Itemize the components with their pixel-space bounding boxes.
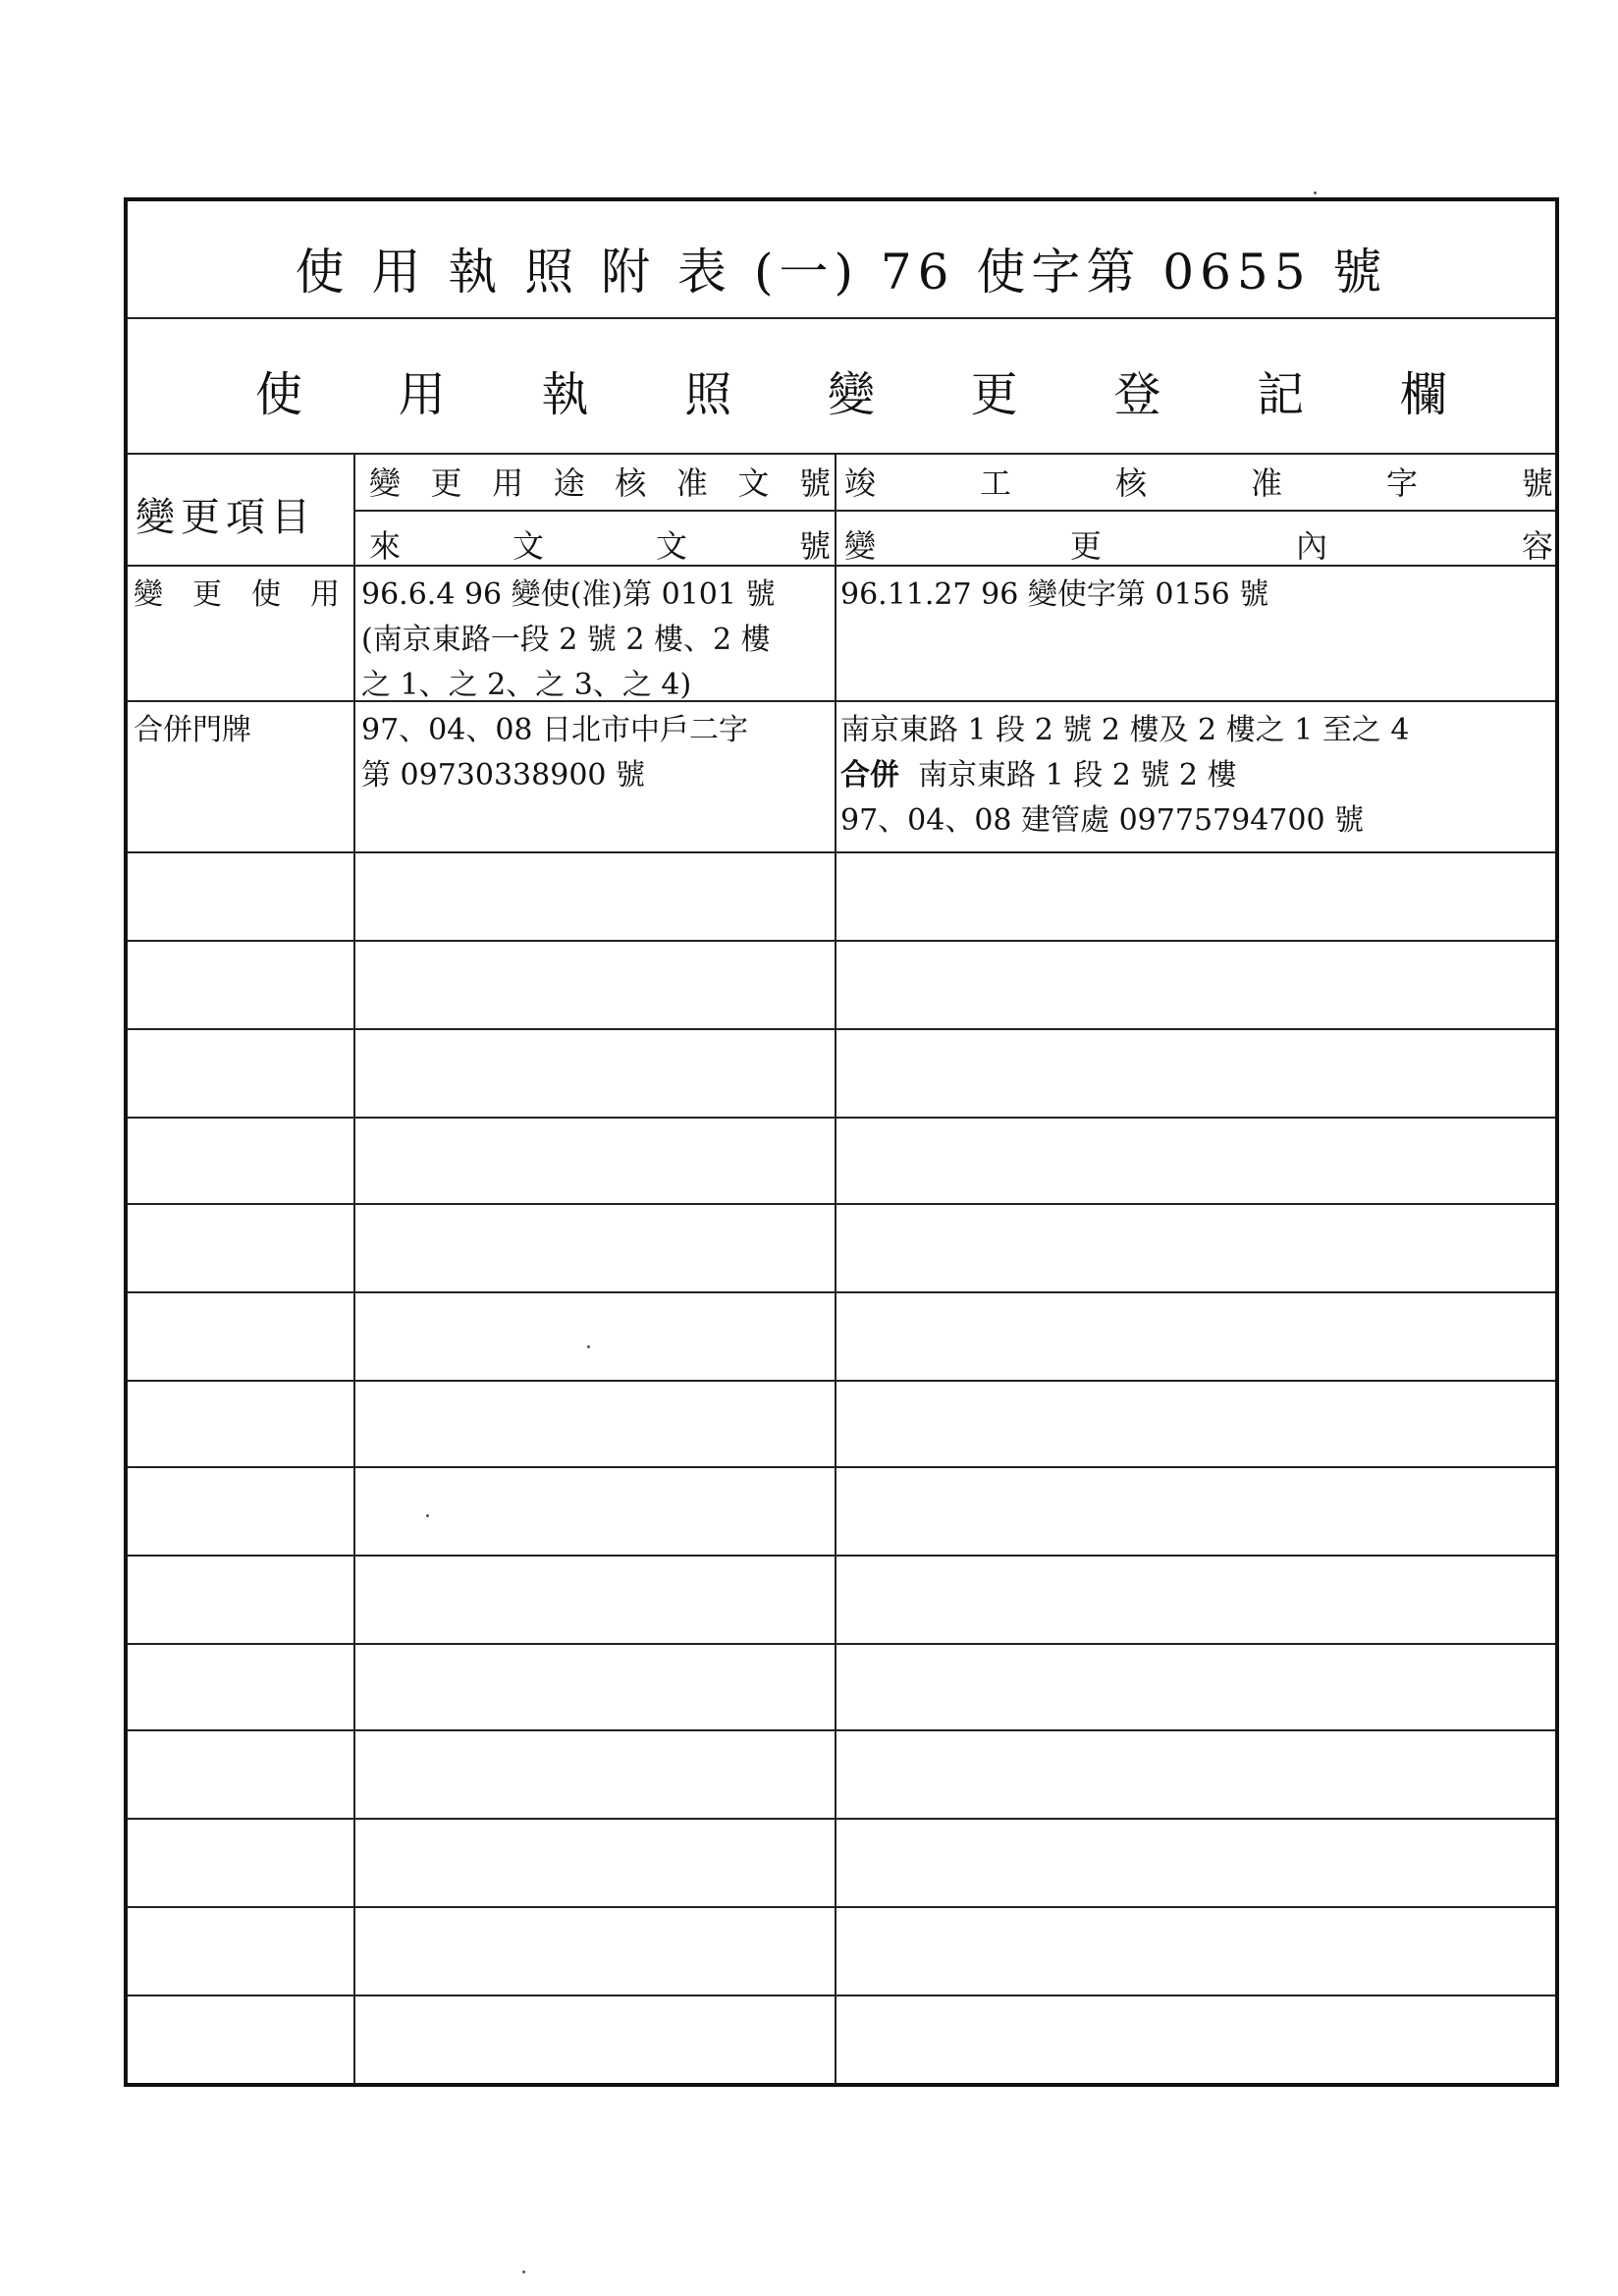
row-doc-line: 之 1、之 2、之 3、之 4) xyxy=(361,668,692,702)
row-content-line: 南京東路 1 段 2 號 2 樓及 2 樓之 1 至之 4 xyxy=(840,713,1410,747)
row-doc-line: (南京東路一段 2 號 2 樓、2 樓 xyxy=(361,623,771,657)
row-doc-line: 第 09730338900 號 xyxy=(361,758,646,793)
scan-speck xyxy=(587,1345,590,1348)
heading-char: 記 xyxy=(1257,367,1305,422)
heading-char: 照 xyxy=(684,367,732,422)
page-title: 使 用 執 照 附 表 (一) 76 使字第 0655 號 xyxy=(295,244,1388,301)
divider xyxy=(128,565,1555,567)
heading-char: 欄 xyxy=(1399,367,1447,422)
heading-char: 使 xyxy=(255,367,303,422)
section-heading xyxy=(255,356,1447,424)
row-item: 變 更 使 用 xyxy=(134,577,340,612)
row-doc-line: 96.6.4 96 變使(准)第 0101 號 xyxy=(361,577,776,612)
divider xyxy=(128,1117,1555,1119)
divider xyxy=(128,453,1555,455)
column-divider xyxy=(835,453,836,2083)
row-content-line: 96.11.27 96 變使字第 0156 號 xyxy=(840,577,1269,612)
license-table xyxy=(124,197,1559,2087)
divider xyxy=(128,1995,1555,1996)
divider xyxy=(128,700,1555,702)
divider xyxy=(355,510,1555,512)
divider xyxy=(128,317,1555,319)
row-content-line: 97、04、08 建管處 09775794700 號 xyxy=(840,803,1365,838)
column-header-approval: 變 更 用 途 核 准 文 號 xyxy=(369,465,831,502)
heading-char: 執 xyxy=(541,367,589,422)
row-doc-line: 97、04、08 日北市中戶二字 xyxy=(361,713,749,747)
column-header-content: 變 更 內 容 xyxy=(844,527,1553,565)
divider xyxy=(128,1818,1555,1820)
divider xyxy=(128,1555,1555,1557)
divider xyxy=(128,1906,1555,1908)
divider xyxy=(128,1643,1555,1645)
divider xyxy=(128,940,1555,942)
divider xyxy=(128,1380,1555,1382)
heading-char: 變 xyxy=(827,367,875,422)
scan-speck xyxy=(1314,191,1317,194)
divider xyxy=(128,1729,1555,1731)
column-divider xyxy=(353,453,355,2083)
divider xyxy=(128,1028,1555,1030)
column-header-item: 變更項目 xyxy=(135,495,316,540)
divider xyxy=(128,1203,1555,1205)
heading-char: 用 xyxy=(398,367,446,422)
heading-char: 登 xyxy=(1113,367,1161,422)
merge-address: 南京東路 1 段 2 號 2 樓 xyxy=(899,758,1237,793)
row-item: 合併門牌 xyxy=(134,713,251,747)
column-header-incoming: 來 文 文 號 xyxy=(369,527,831,565)
heading-char: 更 xyxy=(970,367,1018,422)
scan-speck xyxy=(426,1514,429,1517)
divider xyxy=(128,1466,1555,1468)
row-content-line xyxy=(840,753,1237,798)
scan-speck xyxy=(522,2270,525,2273)
divider xyxy=(128,1291,1555,1293)
column-header-completion: 竣 工 核 准 字 號 xyxy=(844,465,1553,502)
merge-label: 合併 xyxy=(840,758,899,793)
divider xyxy=(128,851,1555,853)
